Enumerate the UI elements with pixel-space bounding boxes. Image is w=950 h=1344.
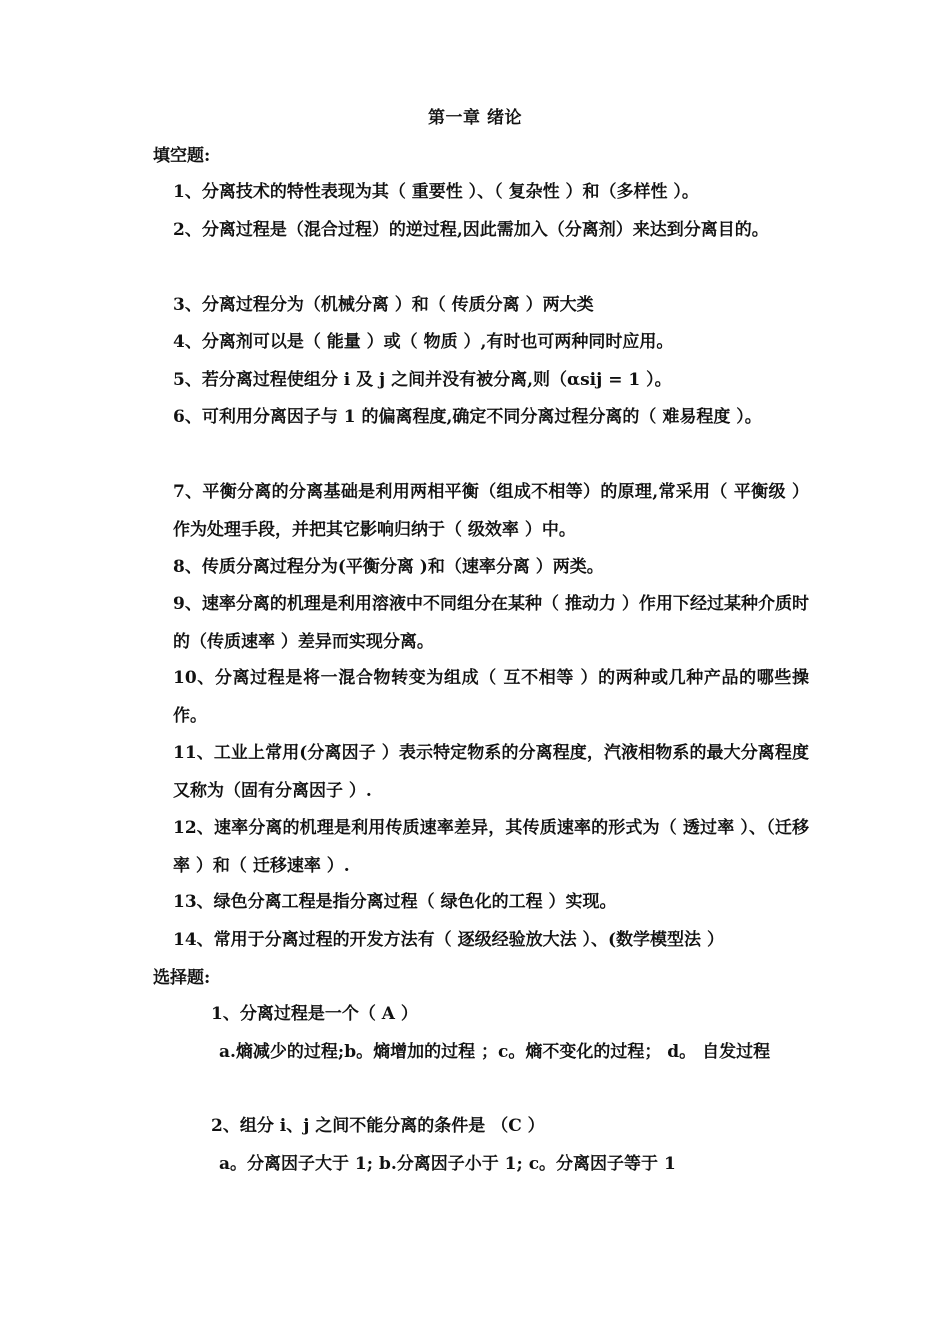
fill-question-11: 11、工业上常用(分离因子 ）表示特定物系的分离程度，汽液相物系的最大分离程度又称为（固有分离因子 ）. xyxy=(173,743,809,801)
fill-question-13: 13、绿色分离工程是指分离过程（ 绿色化的工程 ）实现。 xyxy=(173,892,617,912)
choice-question-2-options: a。分离因子大于 1; b.分离因子小于 1; c。分离因子等于 1 xyxy=(219,1154,676,1174)
fill-question-10: 10、分离过程是将一混合物转变为组成（ 互不相等 ）的两种或几种产品的哪些操作。 xyxy=(173,668,809,726)
fill-question-4: 4、分离剂可以是（ 能量 ）或（ 物质 ）,有时也可两种同时应用。 xyxy=(173,332,674,352)
fill-question-14: 14、常用于分离过程的开发方法有（ 逐级经验放大法 ）、(数学模型法 ） xyxy=(173,930,724,950)
fill-question-6: 6、可利用分离因子与 1 的偏离程度,确定不同分离过程分离的（ 难易程度 ）。 xyxy=(173,407,762,427)
fill-question-2: 2、分离过程是（混合过程）的逆过程,因此需加入（分离剂）来达到分离目的。 xyxy=(173,220,769,240)
fill-question-3: 3、分离过程分为（机械分离 ）和（ 传质分离 ）两大类 xyxy=(173,295,594,315)
fill-question-12: 12、速率分离的机理是利用传质速率差异，其传质速率的形式为（ 透过率 ）、（迁移率 ）和（ 迁移速率 ）. xyxy=(173,818,809,876)
fill-question-7: 7、平衡分离的分离基础是利用两相平衡（组成不相等）的原理,常采用（ 平衡级 ）作为处理手段，并把其它影响归纳于（ 级效率 ）中。 xyxy=(173,482,809,540)
choice-section-label: 选择题: xyxy=(153,968,211,988)
fill-section-label: 填空题: xyxy=(153,146,211,166)
fill-question-1: 1、分离技术的特性表现为其（ 重要性 ）、（ 复杂性 ）和（多样性 ）。 xyxy=(173,182,699,202)
fill-question-8: 8、传质分离过程分为(平衡分离 )和（速率分离 ）两类。 xyxy=(173,557,604,577)
choice-question-1-stem: 1、分离过程是一个（ A ） xyxy=(211,1004,418,1024)
fill-question-9: 9、速率分离的机理是利用溶液中不同组分在某种（ 推动力 ）作用下经过某种介质时的（传质速率 ）差异而实现分离。 xyxy=(173,594,809,652)
fill-question-5: 5、若分离过程使组分 i 及 j 之间并没有被分离,则（αsij = 1 ）。 xyxy=(173,370,672,390)
choice-question-2-stem: 2、组分 i、j 之间不能分离的条件是 （C ） xyxy=(211,1116,545,1136)
choice-question-1-options: a.熵减少的过程;b。熵增加的过程 ；c。熵不变化的过程； d。 自发过程 xyxy=(219,1042,771,1062)
chapter-title: 第一章 绪论 xyxy=(428,108,522,128)
